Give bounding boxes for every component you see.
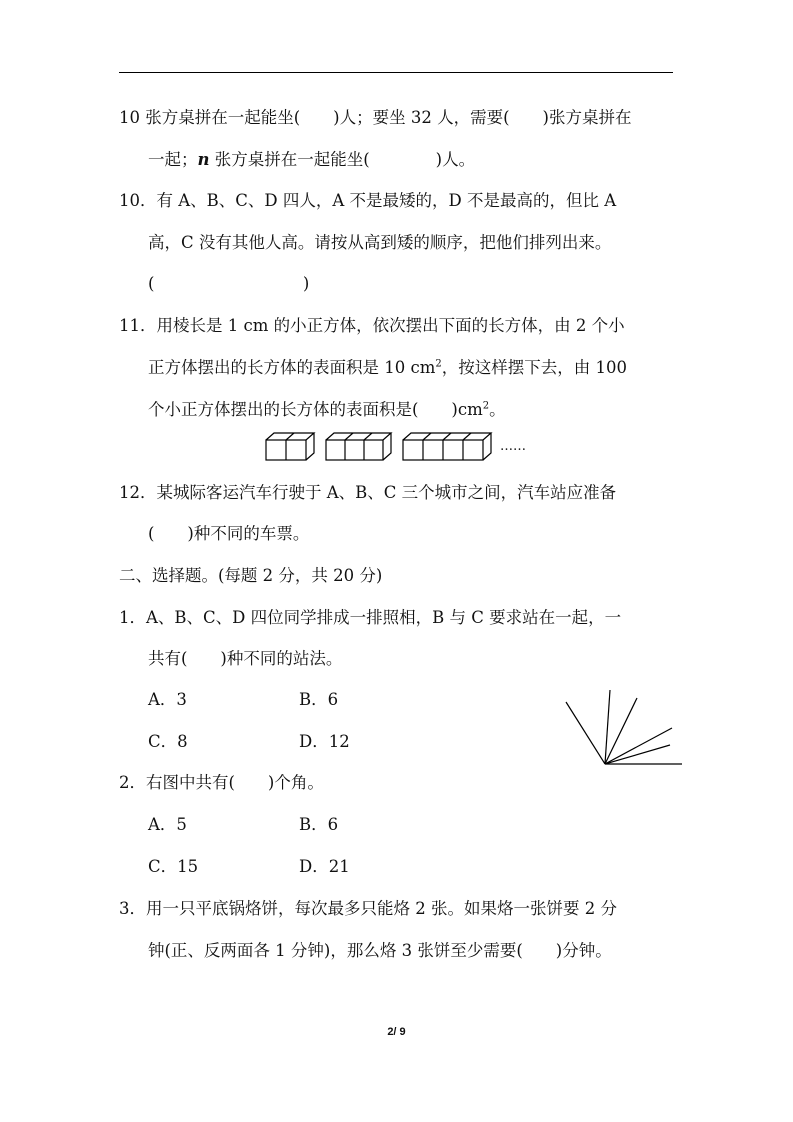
cuboid-ellipsis: …… [500,439,526,454]
q10-line2: 高，C 没有其他人高。请按从高到矮的顺序，把他们排列出来。 [148,233,612,252]
cuboid-2-cubes [266,433,314,460]
cuboid-3-cubes [326,433,391,460]
section-title: 二、选择题。(每题 2 分，共 20 分) [119,566,383,585]
mc1-line1: 1．A、B、C、D 四位同学排成一排照相，B 与 C 要求站在一起，一 [119,608,622,627]
header-rule [119,72,673,73]
mc1-option-b: B．6 [299,690,339,709]
mc2-option-b: B．6 [299,815,339,834]
variable-n: n [197,150,210,169]
q11-line2: 正方体摆出的长方体的表面积是 10 $cm^2$，按这样摆下去，由 100 [148,358,627,377]
mc1-line2: 共有( )种不同的站法。 [148,649,343,668]
mc2-option-c: C．15 [148,857,199,876]
q11-line1: 11．用棱长是 1 cm 的小正方体，依次摆出下面的长方体，由 2 个小 [119,316,625,335]
q12-line1: 12．某城际客运汽车行驶于 A、B、C 三个城市之间，汽车站应准备 [119,483,617,502]
q10-line1: 10．有 A、B、C、D 四人，A 不是最矮的，D 不是最高的，但比 A [119,191,617,210]
angle-figure [560,688,685,768]
q11-line3: 个小正方体摆出的长方体的表面积是( )$cm^2$。 [148,400,506,419]
q9-line1: 10 张方桌拼在一起能坐( )人；要坐 32 人，需要( )张方桌拼在 [119,108,632,127]
cuboid-figure [266,432,498,464]
mc3-line1: 3．用一只平底锅烙饼，每次最多只能烙 2 张。如果烙一张饼要 2 分 [119,899,617,918]
q10-answer-blank: ( ) [148,274,310,293]
mc1-option-c: C．8 [148,732,188,751]
mc2-option-d: D．21 [299,857,350,876]
mc3-line2: 钟(正、反两面各 1 分钟)，那么烙 3 张饼至少需要( )分钟。 [148,941,612,960]
q9-line2: 一起；n 张方桌拼在一起能坐( )人。 [148,150,476,169]
mc1-option-a: A．3 [148,690,187,709]
mc1-option-d: D．12 [299,732,350,751]
q12-line2: ( )种不同的车票。 [148,524,310,543]
page-number: 2/ 9 [387,1026,406,1038]
cuboid-4-cubes [403,433,491,460]
mc2-option-a: A．5 [148,815,187,834]
mc2-line1: 2．右图中共有( )个角。 [119,773,324,792]
